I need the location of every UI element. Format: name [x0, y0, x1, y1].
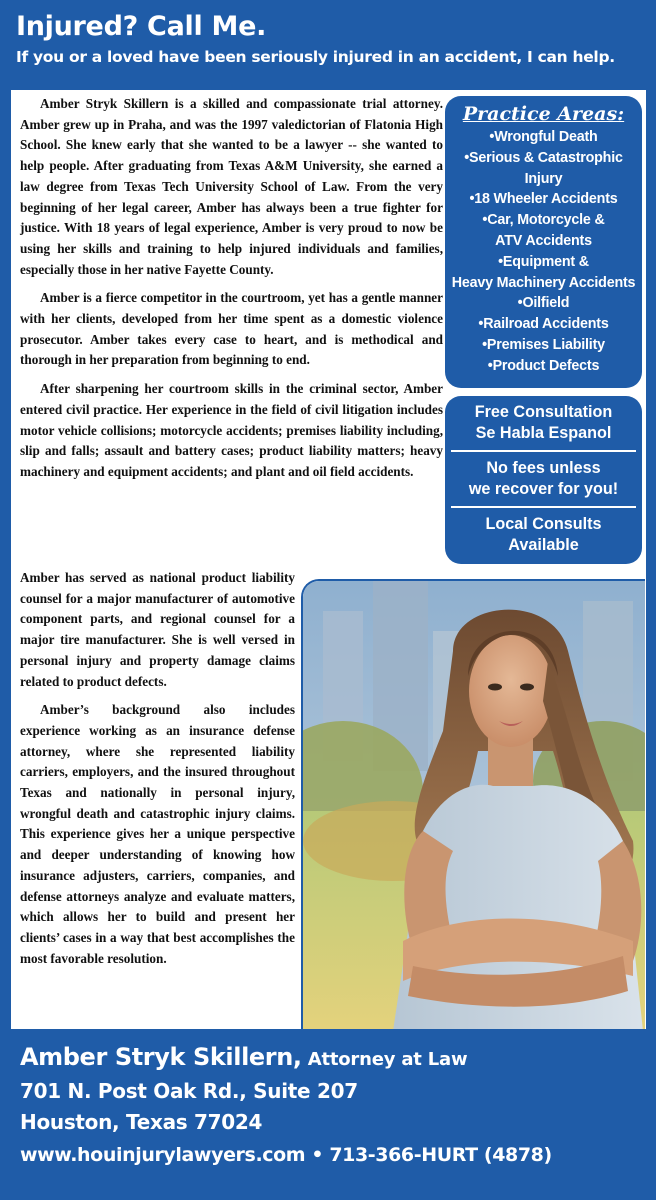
attorney-name: Amber Stryk Skillern, — [20, 1043, 302, 1071]
practice-area-item: •18 Wheeler Accidents — [469, 191, 618, 208]
footer — [20, 1041, 646, 1172]
practice-areas-title: Practice Areas: — [462, 103, 625, 125]
practice-area-item: •Product Defects — [487, 357, 600, 374]
practice-area-item: •Serious & Catastrophic Injury — [464, 149, 623, 187]
consultation-box — [445, 396, 642, 564]
attorney-portrait-image — [303, 581, 645, 1029]
practice-area-item: •Equipment & Heavy Machinery Accidents — [451, 253, 636, 291]
bio-paragraph: Amber has served as national product liability counsel for a major manufacturer of automotive component parts, and regional counsel for a major tire manufacturer. She is well versed in personal injury and property damage claims related to product defects. — [20, 570, 295, 689]
practice-areas-list — [445, 127, 642, 377]
address-line-2: Houston, Texas 77024 — [20, 1110, 263, 1134]
free-consultation-text: Free Consultation Se Habla Espanol — [474, 403, 613, 442]
bio-paragraph: Amber is a fierce competitor in the courtroom, yet has a gentle manner with her clients, developed from her time spent as a domestic violence prosecutor. Amber takes every case to heart, and is methodical and thorough in her preparation from beginning to end. — [20, 290, 443, 368]
practice-area-item: •Railroad Accidents — [478, 316, 609, 333]
subhead: If you or a loved have been seriously injured in an accident, I can help. — [16, 48, 615, 66]
practice-areas-box — [445, 96, 642, 388]
header — [16, 10, 646, 68]
practice-area-item: •Oilfield — [517, 295, 570, 312]
bio-paragraph: Amber Stryk Skillern is a skilled and compassionate trial attorney. Amber grew up in Praha, and was the 1997 valedictorian of Flatonia High School. She knew early that she wanted to be a lawyer -- she wanted to help people. After graduating from Texas A&M University, she earned a law degree from Texas Tech University School of Law. From the very beginning of her legal career, Amber has always been a true fighter for justice. With 18 years of legal experience, Amber is very proud to now be using her skills and training to help injured individuals and families, especially those in her native Fayette County. — [20, 96, 443, 277]
website-phone: www.houinjurylawyers.com • 713-366-HURT (4878) — [20, 1144, 552, 1166]
local-consults-text: Local Consults Available — [485, 515, 602, 554]
bio-upper — [20, 94, 443, 491]
bio-paragraph: Amber’s background also includes experience working as an insurance defense attorney, where she represented liability carriers, employers, and the insured throughout Texas and nationally in personal injury, wrongful death and catastrophic injury claims. This experience gives her a unique perspective and deeper understanding of knowing how insurance adjusters, carriers, companies, and defense attorneys analyze and evaluate matters, which allows her to build and present her clients’ cases in a way that best accomplishes the most favorable resolution. — [20, 702, 295, 966]
attorney-title: Attorney at Law — [301, 1049, 468, 1070]
headline: Injured? Call Me. — [16, 11, 267, 42]
practice-area-item: •Premises Liability — [482, 336, 605, 353]
bio-lower — [20, 568, 295, 977]
no-fees-text: No fees unless we recover for you! — [468, 459, 619, 498]
attorney-photo — [301, 579, 645, 1029]
address-line-1: 701 N. Post Oak Rd., Suite 207 — [20, 1079, 358, 1103]
attorney-name-line — [20, 1041, 646, 1076]
bio-paragraph: After sharpening her courtroom skills in the criminal sector, Amber entered civil practice. Her experience in the field of civil litigation includes motor vehicle collisions; motorcycle accidents; premises liability including, slip and falls; assault and battery cases; product liability matters; heavy machinery and equipment accidents; and plant and oil field accidents. — [20, 381, 443, 479]
practice-area-item: •Car, Motorcycle & ATV Accidents — [482, 212, 605, 249]
content-panel — [11, 90, 646, 1029]
practice-area-item: •Wrongful Death — [489, 129, 598, 145]
